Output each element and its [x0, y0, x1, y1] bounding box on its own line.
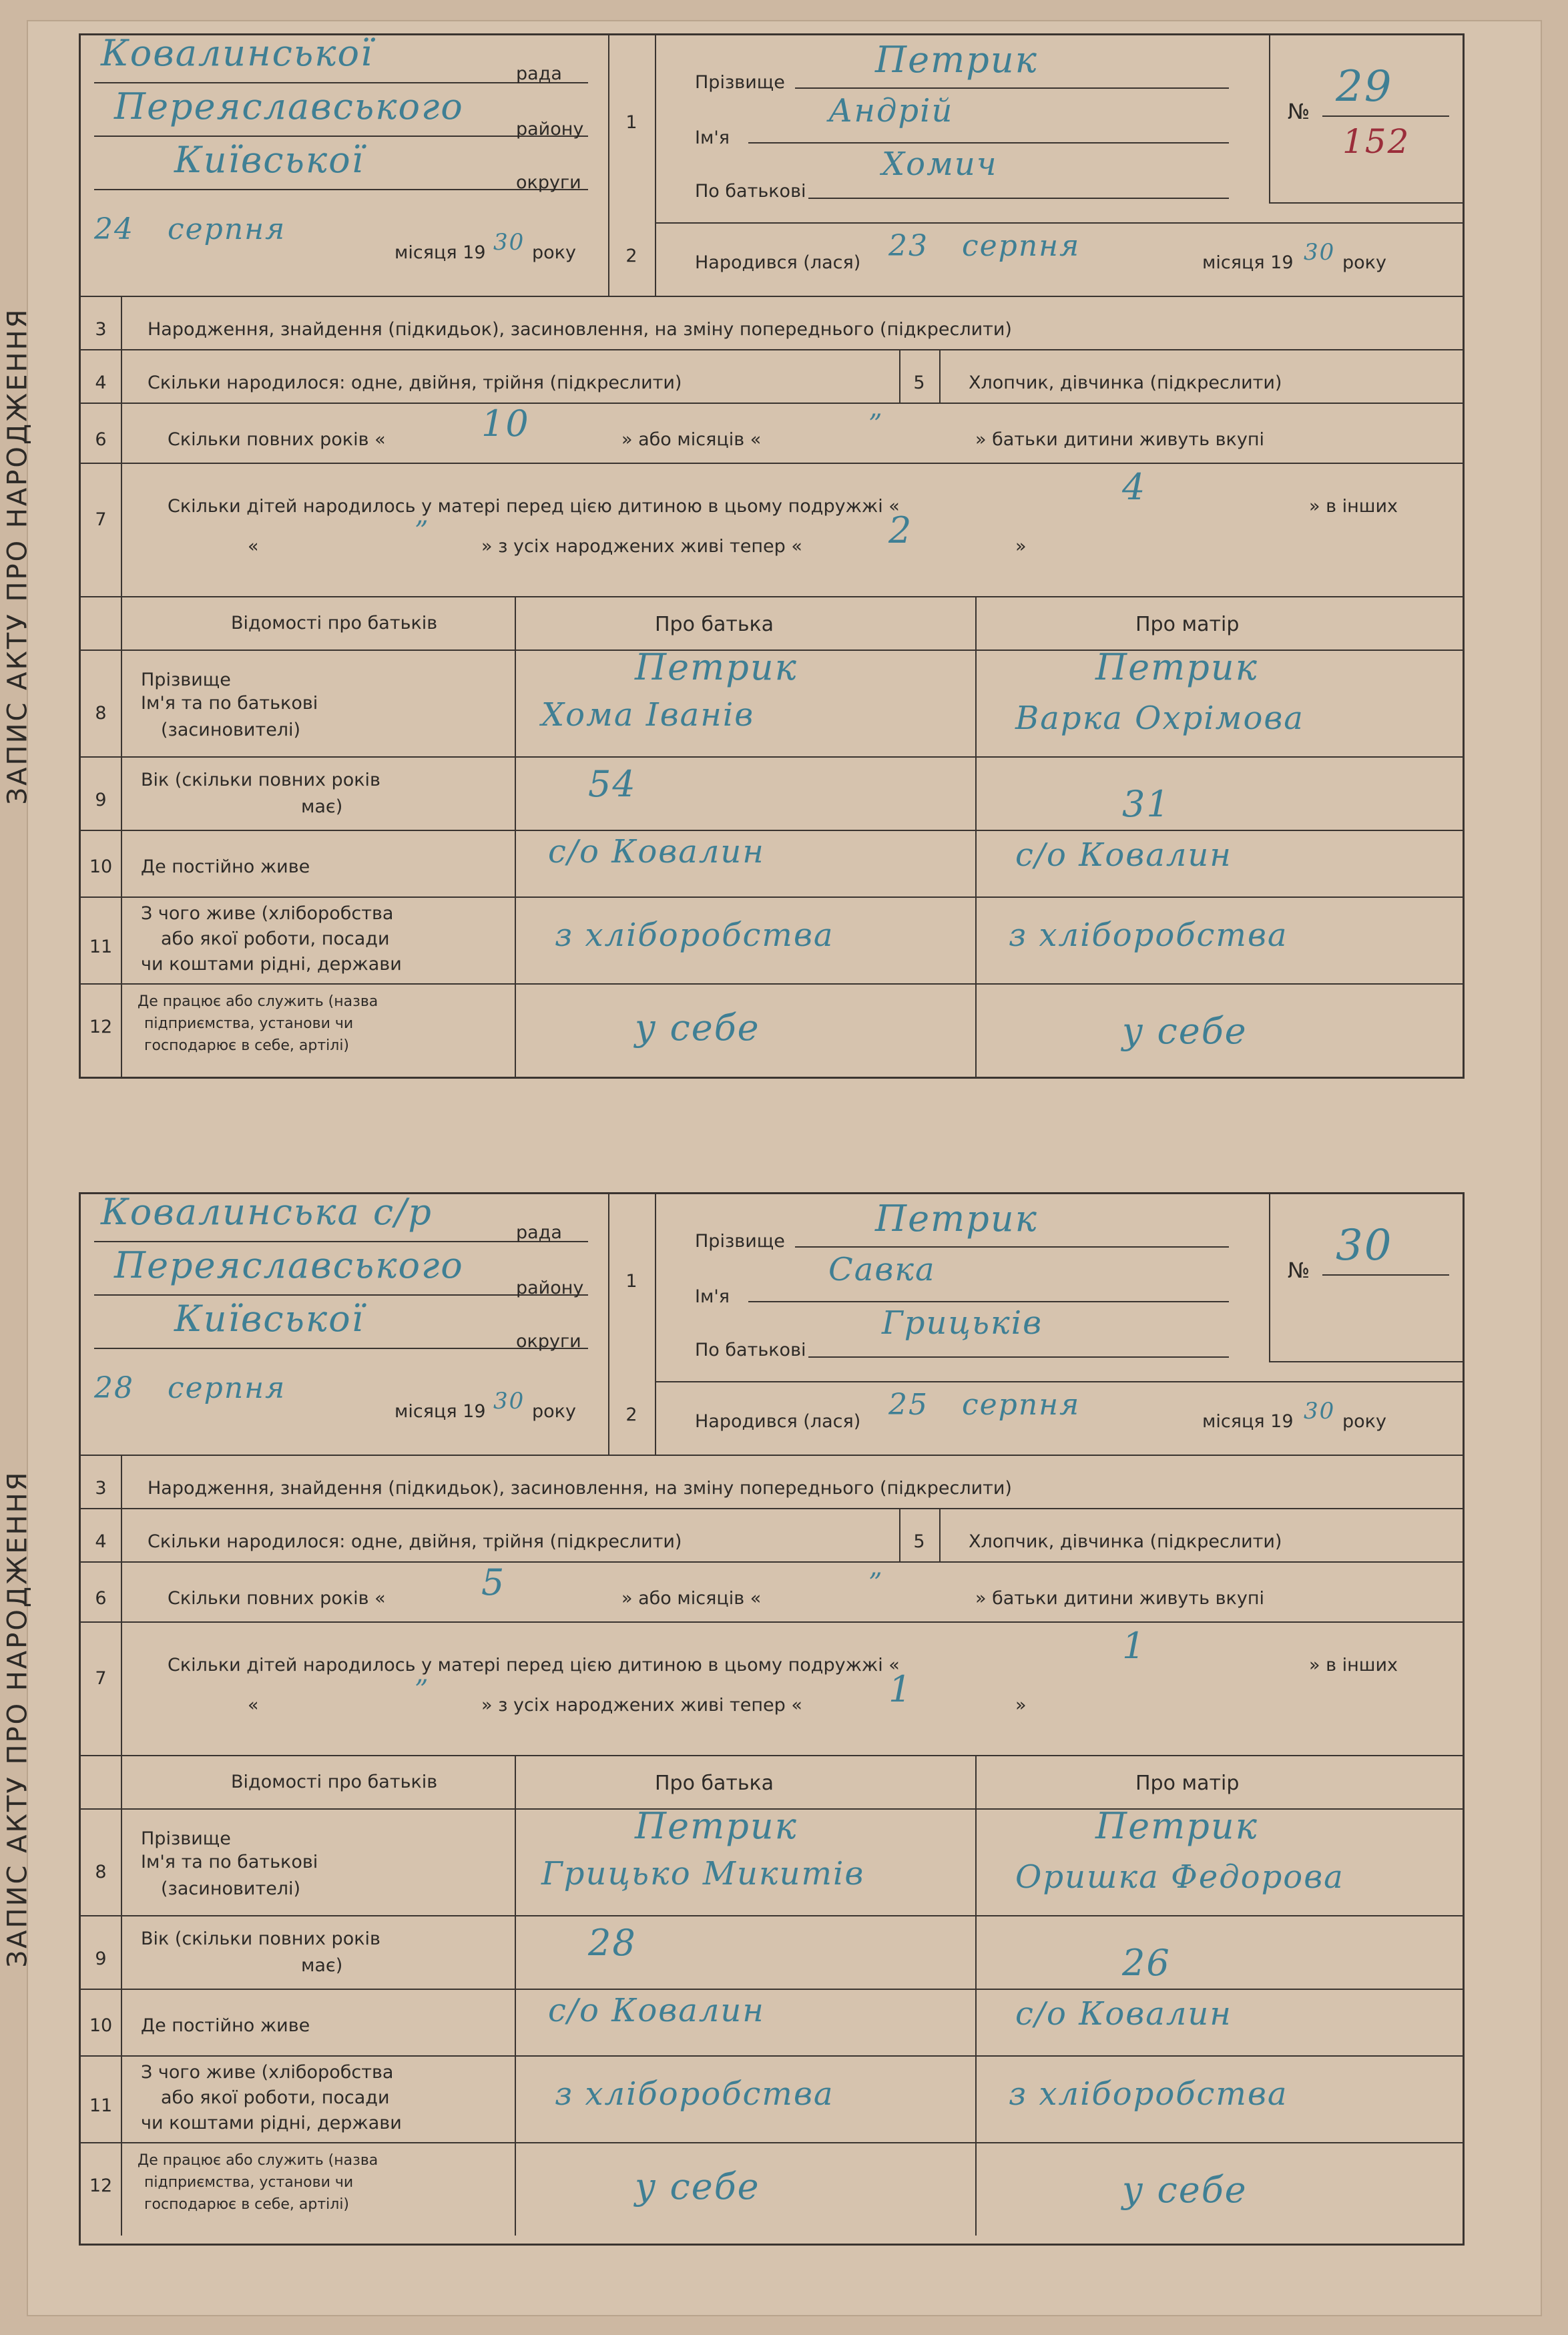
- mother-workplace: у себе: [1122, 2169, 1248, 2211]
- father-name: Хома Іванів: [541, 696, 755, 734]
- row-10-label: Де постійно живе: [141, 856, 310, 877]
- patronymic-label: По батькові: [695, 181, 806, 202]
- row-6-months: ”: [868, 409, 884, 440]
- born-label: Народився (лася): [695, 1411, 861, 1432]
- father-surname: Петрик: [635, 646, 798, 688]
- row-7-children-before: 1: [1122, 1625, 1147, 1667]
- row-8-label-a: Прізвище: [141, 670, 231, 690]
- row-8-label-c: (засиновителі): [161, 720, 301, 740]
- row-7-text-b: » в інших: [1309, 496, 1398, 517]
- row-number-10: 10: [89, 2015, 113, 2036]
- row-6-years: 5: [481, 1561, 506, 1603]
- row-number-7: 7: [95, 1668, 107, 1689]
- row-7-text-a: Скільки дітей народилось у матері перед цією дитиною в цьому подружжі «: [168, 496, 900, 517]
- row-7-alive-now: 1: [888, 1668, 913, 1710]
- mother-age: 26: [1122, 1942, 1171, 1984]
- row-number-9: 9: [95, 1949, 107, 1969]
- father-workplace: у себе: [635, 1007, 760, 1049]
- born-year-label: року: [1342, 252, 1386, 273]
- parents-header-father: Про батька: [655, 613, 774, 636]
- row-6-text-c: » батьки дитини живуть вкупі: [975, 429, 1264, 450]
- father-age: 28: [588, 1922, 637, 1964]
- born-month-label: місяця 19: [1202, 252, 1294, 273]
- row-6-text-c: » батьки дитини живуть вкупі: [975, 1588, 1264, 1609]
- row-number-11: 11: [89, 2095, 113, 2116]
- row-5-text: Хлопчик, дівчинка (підкреслити): [969, 372, 1282, 393]
- born-year: 30: [1304, 239, 1336, 266]
- row-number-2: 2: [625, 246, 637, 266]
- row-number-2: 2: [625, 1404, 637, 1425]
- row-9-label-b: має): [301, 1955, 343, 1976]
- row-7-text-a: Скільки дітей народилось у матері перед цією дитиною в цьому подружжі «: [168, 1655, 900, 1675]
- row-3-text: Народження, знайдення (підкидьок), засиновлення, на зміну попереднього (підкреслити): [148, 319, 1012, 340]
- patronymic-handwritten: Грицьків: [882, 1304, 1043, 1342]
- name-handwritten: Андрій: [828, 92, 954, 129]
- row-6-text-a: Скільки повних років «: [168, 429, 386, 450]
- registration-day: 28: [94, 1371, 134, 1405]
- mother-name: Варка Охрімова: [1015, 700, 1304, 737]
- surname-handwritten: Петрик: [875, 39, 1038, 81]
- row-number-1: 1: [625, 1271, 637, 1292]
- parents-header-mother: Про матір: [1135, 1772, 1240, 1795]
- row-number-10: 10: [89, 856, 113, 877]
- row-number-12: 12: [89, 1017, 113, 1037]
- form-title-vertical: ЗАПИС АКТУ ПРО НАРОДЖЕННЯ: [2, 1470, 33, 1968]
- row-7-children-other: ”: [415, 1675, 430, 1706]
- row-8-label-b: Ім'я та по батькові: [141, 693, 318, 714]
- record-number-label: №: [1288, 99, 1310, 124]
- row-7-text-d: » з усіх народжених живі тепер «: [481, 1695, 802, 1716]
- row-3-text: Народження, знайдення (підкидьок), засиновлення, на зміну попереднього (підкреслити): [148, 1478, 1012, 1499]
- birth-record-form-1: [2, 32, 1465, 1079]
- parents-header-info: Відомості про батьків: [231, 613, 438, 633]
- row-number-4: 4: [95, 1531, 107, 1552]
- row-number-7: 7: [95, 509, 107, 530]
- record-number-label: №: [1288, 1258, 1310, 1283]
- rada-handwritten: Ковалинської: [101, 32, 374, 74]
- father-occupation: з хліборобства: [555, 917, 834, 954]
- okrug-handwritten: Київської: [174, 139, 364, 181]
- registration-month: серпня: [168, 1371, 286, 1405]
- row-7-children-before: 4: [1122, 466, 1147, 508]
- record-number-red: 152: [1342, 122, 1410, 161]
- row-8-label-b: Ім'я та по батькові: [141, 1852, 318, 1872]
- surname-label: Прізвище: [695, 1231, 785, 1252]
- row-11-label-a: З чого живе (хліборобства: [141, 903, 394, 924]
- row-8-label-c: (засиновителі): [161, 1878, 301, 1899]
- row-number-6: 6: [95, 1588, 107, 1609]
- mother-name: Оришка Федорова: [1015, 1858, 1344, 1896]
- parents-header-mother: Про матір: [1135, 613, 1240, 636]
- row-number-8: 8: [95, 1862, 107, 1882]
- row-11-label-a: З чого живе (хліборобства: [141, 2062, 394, 2083]
- row-12-label-a: Де працює або служить (назва: [138, 2152, 378, 2169]
- row-12-label-a: Де працює або служить (назва: [138, 993, 378, 1010]
- row-11-label-b: або якої роботи, посади: [161, 929, 390, 949]
- registration-year-label: року: [532, 1401, 576, 1422]
- row-4-text: Скільки народилося: одне, двійня, трійня (підкреслити): [148, 1531, 682, 1552]
- father-occupation: з хліборобства: [555, 2075, 834, 2113]
- rada-label: рада: [516, 63, 562, 84]
- row-number-3: 3: [95, 1478, 107, 1499]
- row-12-label-c: господарює в себе, артілі): [144, 1037, 350, 1054]
- row-number-9: 9: [95, 790, 107, 810]
- okrug-handwritten: Київської: [174, 1298, 364, 1340]
- row-7-text-b: » в інших: [1309, 1655, 1398, 1675]
- registration-year: 30: [493, 1388, 525, 1414]
- parents-header-father: Про батька: [655, 1772, 774, 1795]
- row-7-alive-now: 2: [888, 509, 913, 551]
- row-12-label-b: підприємства, установи чи: [144, 2174, 354, 2191]
- registration-year-label: року: [532, 242, 576, 263]
- mother-age: 31: [1122, 783, 1171, 825]
- raion-handwritten: Переяславського: [114, 85, 464, 127]
- father-workplace: у себе: [635, 2165, 760, 2208]
- mother-residence: с/о Ковалин: [1015, 836, 1232, 874]
- row-number-6: 6: [95, 429, 107, 450]
- row-7-text-e: »: [1015, 536, 1027, 557]
- patronymic-handwritten: Хомич: [882, 146, 998, 183]
- row-7-text-c: «: [248, 536, 259, 557]
- mother-surname: Петрик: [1095, 646, 1258, 688]
- born-year: 30: [1304, 1398, 1336, 1424]
- father-age: 54: [588, 763, 637, 805]
- born-label: Народився (лася): [695, 252, 861, 273]
- row-6-text-b: » або місяців «: [621, 429, 762, 450]
- row-11-label-c: чи коштами рідні, держави: [141, 2113, 402, 2133]
- mother-surname: Петрик: [1095, 1805, 1258, 1847]
- row-11-label-b: або якої роботи, посади: [161, 2087, 390, 2108]
- row-7-text-d: » з усіх народжених живі тепер «: [481, 536, 802, 557]
- father-residence: с/о Ковалин: [548, 1992, 765, 2029]
- registration-month-label: місяця 19: [395, 242, 486, 263]
- row-12-label-b: підприємства, установи чи: [144, 1015, 354, 1032]
- row-7-text-c: «: [248, 1695, 259, 1716]
- form-title-vertical: ЗАПИС АКТУ ПРО НАРОДЖЕННЯ: [2, 307, 33, 805]
- row-6-text-a: Скільки повних років «: [168, 1588, 386, 1609]
- row-5-text: Хлопчик, дівчинка (підкреслити): [969, 1531, 1282, 1552]
- father-residence: с/о Ковалин: [548, 833, 765, 870]
- registration-month-label: місяця 19: [395, 1401, 486, 1422]
- rada-handwritten: Ковалинська с/р: [101, 1191, 433, 1233]
- surname-handwritten: Петрик: [875, 1198, 1038, 1240]
- row-number-1: 1: [625, 112, 637, 133]
- rada-label: рада: [516, 1222, 562, 1243]
- record-number-handwritten: 30: [1336, 1221, 1393, 1270]
- row-number-3: 3: [95, 319, 107, 340]
- record-number-handwritten: 29: [1336, 62, 1393, 111]
- row-number-4: 4: [95, 372, 107, 393]
- row-10-label: Де постійно живе: [141, 2015, 310, 2036]
- mother-occupation: з хліборобства: [1009, 2075, 1288, 2113]
- registration-year: 30: [493, 229, 525, 256]
- born-year-label: року: [1342, 1411, 1386, 1432]
- born-month-label: місяця 19: [1202, 1411, 1294, 1432]
- name-handwritten: Савка: [828, 1251, 936, 1288]
- mother-workplace: у себе: [1122, 1010, 1248, 1052]
- name-label: Ім'я: [695, 127, 730, 148]
- row-8-label-a: Прізвище: [141, 1828, 231, 1849]
- row-number-11: 11: [89, 937, 113, 957]
- raion-handwritten: Переяславського: [114, 1244, 464, 1286]
- row-number-5: 5: [913, 1531, 925, 1552]
- patronymic-label: По батькові: [695, 1340, 806, 1360]
- raion-label: району: [516, 1278, 584, 1298]
- father-surname: Петрик: [635, 1805, 798, 1847]
- born-day: 23: [888, 229, 929, 263]
- mother-occupation: з хліборобства: [1009, 917, 1288, 954]
- row-6-months: ”: [868, 1568, 884, 1599]
- mother-residence: с/о Ковалин: [1015, 1995, 1232, 2033]
- okrug-label: округи: [516, 1331, 581, 1352]
- birth-record-form-2: [2, 1191, 1465, 2246]
- born-month: серпня: [962, 229, 1081, 263]
- row-number-12: 12: [89, 2175, 113, 2196]
- surname-label: Прізвище: [695, 72, 785, 93]
- row-9-label-a: Вік (скільки повних років: [141, 770, 380, 790]
- row-9-label-a: Вік (скільки повних років: [141, 1928, 380, 1949]
- born-month: серпня: [962, 1388, 1081, 1422]
- registration-month: серпня: [168, 212, 286, 246]
- parents-header-info: Відомості про батьків: [231, 1772, 438, 1792]
- born-day: 25: [888, 1388, 929, 1422]
- raion-label: району: [516, 119, 584, 140]
- row-6-years: 10: [481, 403, 530, 445]
- row-number-8: 8: [95, 703, 107, 724]
- row-11-label-c: чи коштами рідні, держави: [141, 954, 402, 975]
- row-6-text-b: » або місяців «: [621, 1588, 762, 1609]
- row-7-text-e: »: [1015, 1695, 1027, 1716]
- row-7-children-other: ”: [415, 516, 430, 547]
- father-name: Грицько Микитів: [541, 1855, 865, 1892]
- row-4-text: Скільки народилося: одне, двійня, трійня (підкреслити): [148, 372, 682, 393]
- okrug-label: округи: [516, 172, 581, 193]
- registration-day: 24: [94, 212, 134, 246]
- row-9-label-b: має): [301, 796, 343, 817]
- row-number-5: 5: [913, 372, 925, 393]
- row-12-label-c: господарює в себе, артілі): [144, 2196, 350, 2213]
- name-label: Ім'я: [695, 1286, 730, 1307]
